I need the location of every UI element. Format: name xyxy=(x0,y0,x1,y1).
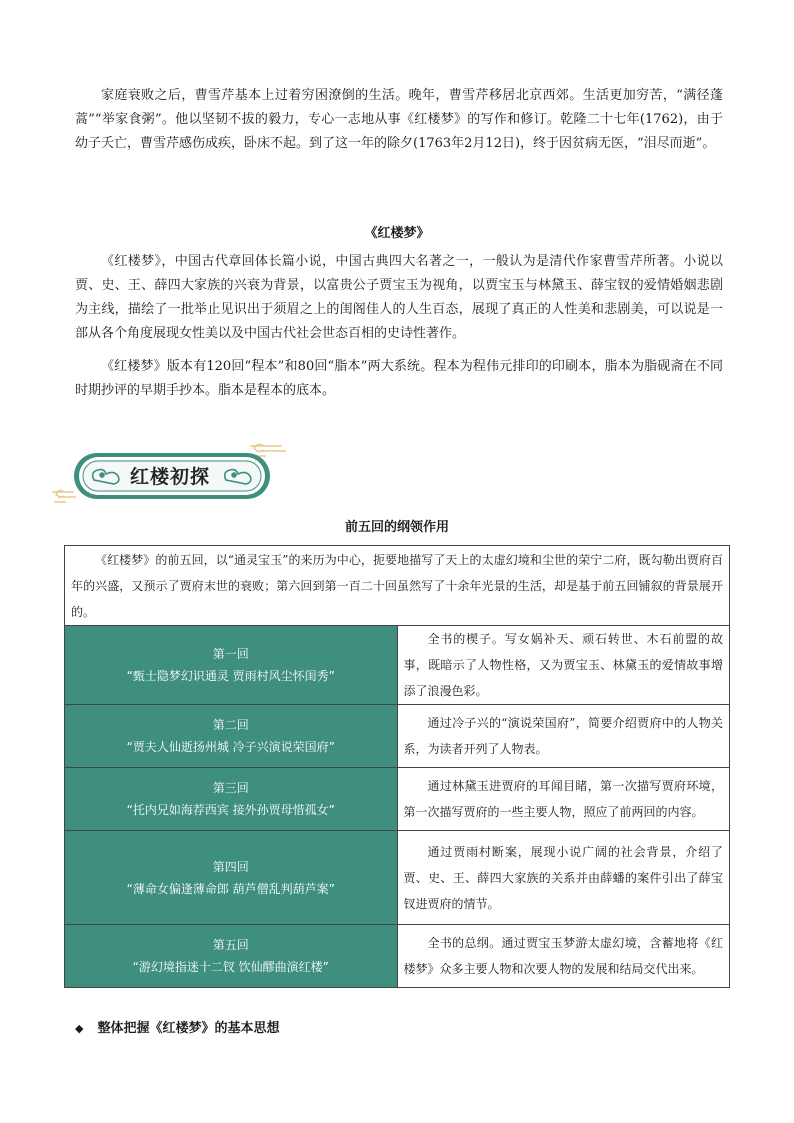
diamond-bullet-icon: ◆ xyxy=(75,1022,84,1035)
chapter-cell xyxy=(65,705,398,768)
chapter-description: 全书的总纲。通过贾宝玉梦游太虚幻境，含蓄地将《红楼梦》众多主要人物和次要人物的发展和结局交代出来。 xyxy=(397,925,730,988)
chapter-description: 通过林黛玉进贾府的耳闻目睹，第一次描写贾府环境，第一次描写贾府的一些主要人物，照应了前两回的内容。 xyxy=(397,768,730,831)
chapter-cell xyxy=(65,831,398,925)
table-row xyxy=(65,925,730,988)
chapter-description: 通过冷子兴的“演说荣国府”，简要介绍贾府中的人物关系，为读者开列了人物表。 xyxy=(397,705,730,768)
chapter-description: 通过贾雨村断案，展现小说广阔的社会背景，介绍了贾、史、王、薛四大家族的关系并由薛蟠的案件引出了薛宝钗进贾府的情节。 xyxy=(397,831,730,925)
table-intro-row xyxy=(65,546,730,626)
chapter-title: “甄士隐梦幻识通灵 贾雨村风尘怀闺秀” xyxy=(126,669,335,683)
chapter-title: “贾夫人仙逝扬州城 冷子兴演说荣国府” xyxy=(126,740,335,754)
chapter-number: 第四回 xyxy=(212,859,249,874)
chapter-number: 第五回 xyxy=(212,938,249,952)
table-title: 前五回的纲领作用 xyxy=(344,520,449,535)
banner-title: 红楼初探 xyxy=(129,466,210,488)
section-banner xyxy=(50,440,290,510)
bullet-heading xyxy=(75,1020,279,1038)
table-intro-cell: 《红楼梦》的前五回，以“通灵宝玉”的来历为中心，扼要地描写了天上的太虚幻境和尘世的荣宁二府，既勾勒出贾府百年的兴盛，又预示了贾府末世的衰败；第六回到第一百二十回虽然写了十余年光景的生活，却是基于前五回铺叙的背景展开的。 xyxy=(65,546,730,626)
novel-paragraph-1: 《红楼梦》，中国古代章回体长篇小说，中国古典四大名著之一，一般认为是清代作家曹雪芹所著。小说以贾、史、王、薛四大家族的兴衰为背景，以富贵公子贾宝玉为视角，以贾宝玉与林黛玉、薛宝钗的爱情婚姻悲剧为主线，描绘了一批举止见识出于须眉之上的闺阁佳人的人生百态，展现了真正的人性美和悲剧美，可以说是一部从各个角度展现女性美以及中国古代社会世态百相的史诗性著作。 xyxy=(75,254,723,341)
chapter-title: “托内兄如海荐西宾 接外孙贾母惜孤女” xyxy=(126,803,335,817)
table-row xyxy=(65,831,730,925)
chapter-number: 第二回 xyxy=(212,718,249,732)
chapter-outline-table xyxy=(64,545,730,988)
table-row xyxy=(65,705,730,768)
section-title: 《红楼梦》 xyxy=(364,226,430,241)
chapter-title: “薄命女偏逢薄命郎 葫芦僧乱判葫芦案” xyxy=(126,881,335,896)
chapter-number: 第一回 xyxy=(212,647,249,661)
chapter-cell xyxy=(65,626,398,705)
bullet-text: 整体把握《红楼梦》的基本思想 xyxy=(97,1021,280,1036)
table-row xyxy=(65,626,730,705)
intro-paragraph: 家庭衰败之后，曹雪芹基本上过着穷困潦倒的生活。晚年，曹雪芹移居北京西郊。生活更加穷苦，“满径蓬蒿”“举家食粥”。他以坚韧不拔的毅力，专心一志地从事《红楼梦》的写作和修订。乾隆二十七年(1762)，由于幼子夭亡，曹雪芹感伤成疾，卧床不起。到了这一年的除夕(1763年2月12日)，终于因贫病无医，“泪尽而逝”。 xyxy=(75,88,723,151)
novel-paragraph-2: 《红楼梦》版本有120回“程本”和80回“脂本”两大系统。程本为程伟元排印的印刷本，脂本为脂砚斋在不同时期抄评的早期手抄本。脂本是程本的底本。 xyxy=(75,359,723,398)
table-row xyxy=(65,768,730,831)
chapter-cell xyxy=(65,768,398,831)
chapter-number: 第三回 xyxy=(212,781,249,795)
chapter-cell xyxy=(65,925,398,988)
chapter-description: 全书的楔子。写女娲补天、顽石转世、木石前盟的故事，既暗示了人物性格，又为贾宝玉、林黛玉的爱情故事增添了浪漫色彩。 xyxy=(397,626,730,705)
chapter-title: “游幻境指迷十二钗 饮仙醪曲演红楼” xyxy=(132,960,329,974)
